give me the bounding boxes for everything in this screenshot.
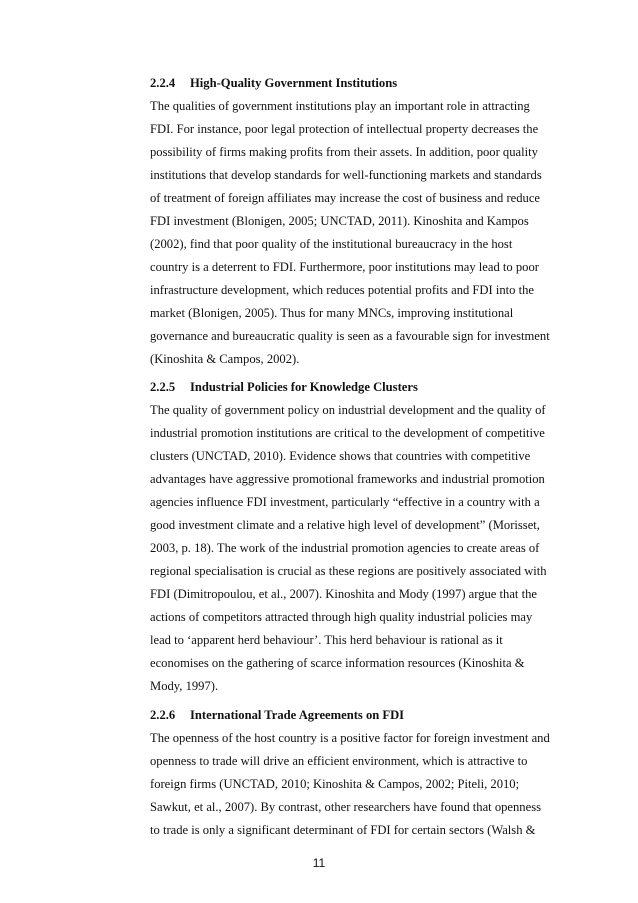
paragraph-line: actions of competitors attracted through high quality industrial policies may — [150, 610, 533, 624]
paragraph-line: (2002), find that poor quality of the institutional bureaucracy in the host — [150, 237, 513, 251]
paragraph-line: The quality of government policy on industrial development and the quality of — [150, 403, 546, 417]
section-title: International Trade Agreements on FDI — [190, 708, 405, 722]
page-number: 11 — [312, 856, 326, 870]
paragraph-line: economises on the gathering of scarce information resources (Kinoshita & — [150, 656, 525, 670]
paragraph-line: FDI (Dimitropoulou, et al., 2007). Kinoshita and Mody (1997) argue that the — [150, 587, 537, 601]
paragraph-line: of treatment of foreign affiliates may increase the cost of business and reduce — [150, 191, 541, 205]
paragraph-line: regional specialisation is crucial as these regions are positively associated with — [150, 564, 547, 578]
paragraph-line: market (Blonigen, 2005). Thus for many MNCs, improving institutional — [150, 306, 514, 320]
paragraph-line: (Kinoshita & Campos, 2002). — [150, 352, 300, 366]
paragraph-line: good investment climate and a relative high level of development” (Morisset, — [150, 518, 540, 532]
section-heading-2-2-5 — [150, 376, 570, 399]
section-heading-2-2-6 — [150, 704, 570, 727]
paragraph-line: institutions that develop standards for well-functioning markets and standards — [150, 168, 542, 182]
section-number: 2.2.5 — [150, 380, 176, 394]
paragraph-line: Sawkut, et al., 2007). By contrast, other researchers have found that openness — [150, 800, 541, 814]
paragraph-line: FDI investment (Blonigen, 2005; UNCTAD, 2011). Kinoshita and Kampos — [150, 214, 529, 228]
paragraph-line: FDI. For instance, poor legal protection of intellectual property decreases the — [150, 122, 539, 136]
paragraph-line: industrial promotion institutions are critical to the development of competitive — [150, 426, 545, 440]
section-heading-2-2-4 — [150, 72, 570, 95]
paragraph-line: foreign firms (UNCTAD, 2010; Kinoshita & Campos, 2002; Piteli, 2010; — [150, 777, 520, 791]
paragraph-line: The qualities of government institutions play an important role in attracting — [150, 99, 530, 113]
paragraph-line: Mody, 1997). — [150, 679, 219, 693]
paragraph-line: possibility of firms making profits from their assets. In addition, poor quality — [150, 145, 538, 159]
paragraph-line: agencies influence FDI investment, particularly “effective in a country with a — [150, 495, 540, 509]
paragraph-line: governance and bureaucratic quality is seen as a favourable sign for investment — [150, 329, 550, 343]
paragraph-line: openness to trade will drive an efficient environment, which is attractive to — [150, 754, 528, 768]
paragraph-line: infrastructure development, which reduces potential profits and FDI into the — [150, 283, 534, 297]
section-number: 2.2.6 — [150, 708, 176, 722]
paragraph-line: country is a deterrent to FDI. Furthermore, poor institutions may lead to poor — [150, 260, 539, 274]
section-number: 2.2.4 — [150, 76, 176, 90]
paragraph-line: lead to ‘apparent herd behaviour’. This herd behaviour is rational as it — [150, 633, 503, 647]
paragraph-line: clusters (UNCTAD, 2010). Evidence shows that countries with competitive — [150, 449, 531, 463]
paragraph-line: to trade is only a significant determinant of FDI for certain sectors (Walsh & — [150, 823, 536, 837]
paragraph-line: 2003, p. 18). The work of the industrial promotion agencies to create areas of — [150, 541, 540, 555]
section-title: High-Quality Government Institutions — [190, 76, 398, 90]
paragraph-line: The openness of the host country is a positive factor for foreign investment and — [150, 731, 550, 745]
paragraph-line: advantages have aggressive promotional frameworks and industrial promotion — [150, 472, 545, 486]
section-title: Industrial Policies for Knowledge Clusters — [190, 380, 418, 394]
